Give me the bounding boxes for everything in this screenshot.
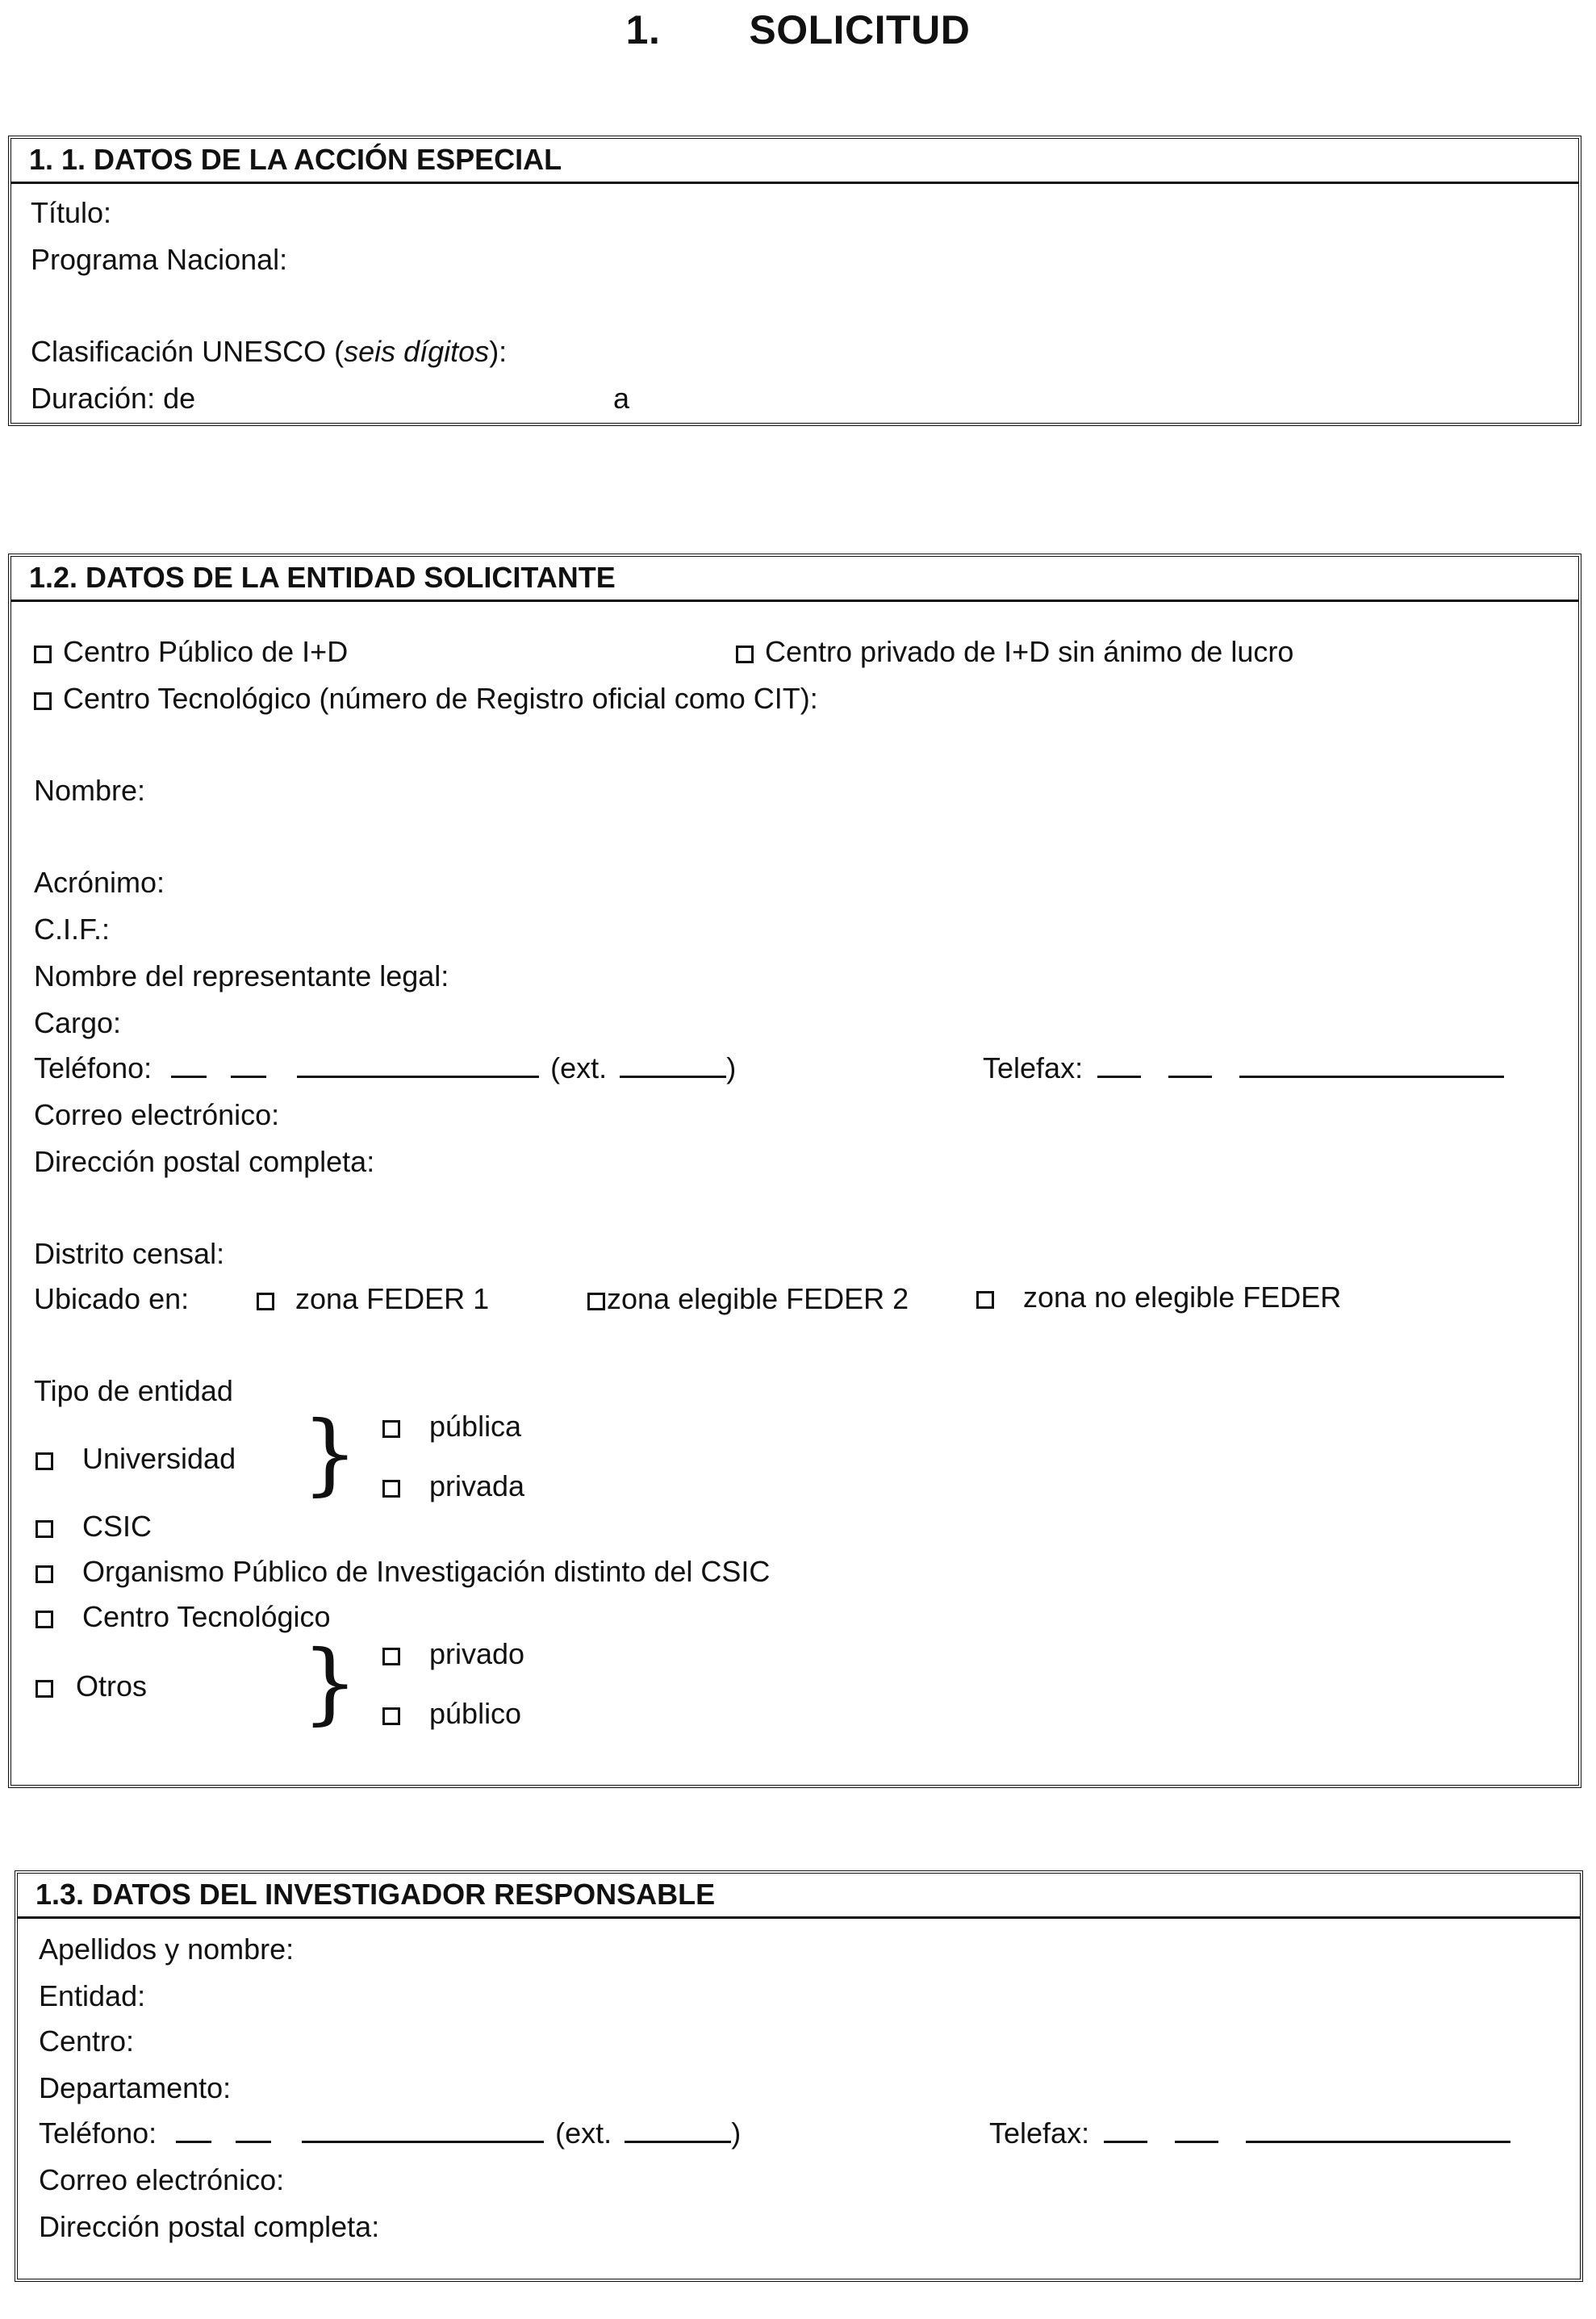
ext-field[interactable]	[620, 1053, 726, 1078]
titulo-label: Título:	[31, 196, 112, 229]
clasificacion-label	[31, 336, 507, 368]
ext-open-label: (ext.	[550, 1051, 608, 1084]
option-label: zona FEDER 1	[295, 1282, 490, 1315]
telefono-prefix-field[interactable]	[176, 2118, 211, 2143]
option-label: Universidad	[82, 1442, 236, 1475]
checkbox[interactable]	[382, 1420, 400, 1438]
option-otros[interactable]	[36, 1670, 147, 1703]
section-heading: 1.2. DATOS DE LA ENTIDAD SOLICITANTE	[11, 557, 1578, 602]
section-investigador-responsable	[15, 1870, 1583, 2282]
option-label: zona no elegible FEDER	[1023, 1281, 1342, 1314]
correo-label: Correo electrónico:	[34, 1098, 280, 1131]
telefono-label: Teléfono:	[39, 2116, 157, 2150]
ext-close-label: )	[726, 1051, 737, 1084]
checkbox[interactable]	[36, 1452, 53, 1470]
option-label: Centro Tecnológico (número de Registro oficial como CIT):	[63, 682, 818, 715]
option-centro-publico[interactable]	[34, 636, 348, 668]
telefax-number-field[interactable]	[1246, 2118, 1510, 2143]
clasificacion-hint: seis dígitos	[344, 335, 490, 368]
option-label: público	[429, 1697, 522, 1730]
telefono-area-field[interactable]	[236, 2118, 271, 2143]
centro-label: Centro:	[39, 2024, 135, 2058]
telefono-row	[34, 1052, 736, 1084]
departamento-label: Departamento:	[39, 2071, 232, 2104]
title-number: 1.	[625, 7, 661, 52]
duracion-a-label: a	[613, 382, 630, 415]
telefax-prefix-field[interactable]	[1104, 2118, 1147, 2143]
page-title	[0, 6, 1596, 53]
duracion-label: Duración: de	[31, 382, 196, 415]
option-universidad[interactable]	[36, 1443, 236, 1475]
brace-icon: }	[302, 1631, 358, 1734]
option-label: pública	[429, 1410, 522, 1443]
telefono-label: Teléfono:	[34, 1051, 152, 1084]
direccion-label: Dirección postal completa:	[39, 2210, 380, 2243]
option-zona-feder-2[interactable]	[587, 1283, 909, 1315]
checkbox[interactable]	[36, 1680, 53, 1698]
option-universidad-publica[interactable]	[382, 1410, 521, 1443]
option-label: Centro privado de I+D sin ánimo de lucro	[765, 635, 1294, 668]
checkbox[interactable]	[587, 1293, 605, 1310]
section-heading: 1. 1. DATOS DE LA ACCIÓN ESPECIAL	[11, 139, 1578, 184]
checkbox[interactable]	[36, 1520, 53, 1538]
option-csic[interactable]	[36, 1510, 152, 1543]
programa-label: Programa Nacional:	[31, 243, 288, 276]
cif-label: C.I.F.:	[34, 913, 111, 946]
option-centro-privado[interactable]	[736, 636, 1293, 668]
telefax-row	[983, 1052, 1504, 1084]
clasificacion-text: Clasificación UNESCO (	[31, 335, 345, 368]
section-heading: 1.3. DATOS DEL INVESTIGADOR RESPONSABLE	[18, 1874, 1580, 1919]
option-label: Otros	[76, 1669, 148, 1703]
checkbox[interactable]	[382, 1648, 400, 1665]
option-centro-tecnologico[interactable]	[34, 683, 818, 715]
telefax-area-field[interactable]	[1168, 1053, 1212, 1078]
option-zona-feder-1[interactable]	[257, 1283, 489, 1315]
option-label: Centro Tecnológico	[82, 1600, 331, 1633]
correo-label: Correo electrónico:	[39, 2163, 285, 2196]
checkbox[interactable]	[34, 646, 52, 663]
ext-open-label: (ext.	[555, 2116, 612, 2150]
checkbox[interactable]	[257, 1293, 274, 1310]
checkbox[interactable]	[976, 1291, 994, 1309]
checkbox[interactable]	[736, 646, 754, 663]
brace-icon: }	[302, 1402, 358, 1505]
checkbox[interactable]	[382, 1480, 400, 1498]
telefax-label: Telefax:	[983, 1051, 1084, 1084]
option-label: Organismo Público de Investigación distinto del CSIC	[82, 1555, 771, 1588]
acronimo-label: Acrónimo:	[34, 866, 165, 899]
option-opi[interactable]	[36, 1556, 770, 1588]
section-entidad-solicitante	[8, 554, 1581, 1788]
cargo-label: Cargo:	[34, 1006, 122, 1039]
telefono-row	[39, 2117, 741, 2150]
option-otros-publico[interactable]	[382, 1698, 521, 1730]
section-accion-especial	[8, 136, 1581, 426]
direccion-label: Dirección postal completa:	[34, 1145, 375, 1178]
ubicado-label: Ubicado en:	[34, 1282, 190, 1315]
option-zona-no-elegible[interactable]	[976, 1281, 1341, 1314]
checkbox[interactable]	[382, 1707, 400, 1725]
telefax-prefix-field[interactable]	[1097, 1053, 1141, 1078]
ext-close-label: )	[731, 2116, 742, 2150]
apellidos-label: Apellidos y nombre:	[39, 1932, 295, 1966]
checkbox[interactable]	[36, 1565, 53, 1583]
representante-label: Nombre del representante legal:	[34, 959, 449, 992]
telefax-area-field[interactable]	[1175, 2118, 1218, 2143]
checkbox[interactable]	[36, 1611, 53, 1628]
option-centro-tecnologico-tipo[interactable]	[36, 1601, 331, 1633]
telefono-prefix-field[interactable]	[171, 1053, 207, 1078]
distrito-label: Distrito censal:	[34, 1237, 225, 1270]
telefax-row	[989, 2117, 1510, 2150]
telefax-number-field[interactable]	[1239, 1053, 1504, 1078]
option-otros-privado[interactable]	[382, 1638, 524, 1670]
option-label: Centro Público de I+D	[63, 635, 349, 668]
option-label: zona elegible FEDER 2	[607, 1282, 909, 1315]
nombre-label: Nombre:	[34, 774, 146, 807]
checkbox[interactable]	[34, 692, 52, 710]
ext-field[interactable]	[625, 2118, 731, 2143]
tipo-entidad-label: Tipo de entidad	[34, 1374, 233, 1407]
option-universidad-privada[interactable]	[382, 1470, 524, 1502]
telefono-area-field[interactable]	[231, 1053, 266, 1078]
telefono-number-field[interactable]	[297, 1053, 539, 1078]
entidad-label: Entidad:	[39, 1979, 146, 2012]
telefax-label: Telefax:	[989, 2116, 1090, 2150]
title-text: SOLICITUD	[749, 7, 971, 52]
clasificacion-end: ):	[489, 335, 508, 368]
option-label: CSIC	[82, 1510, 152, 1543]
option-label: privado	[429, 1637, 525, 1670]
telefono-number-field[interactable]	[302, 2118, 544, 2143]
option-label: privada	[429, 1469, 525, 1502]
